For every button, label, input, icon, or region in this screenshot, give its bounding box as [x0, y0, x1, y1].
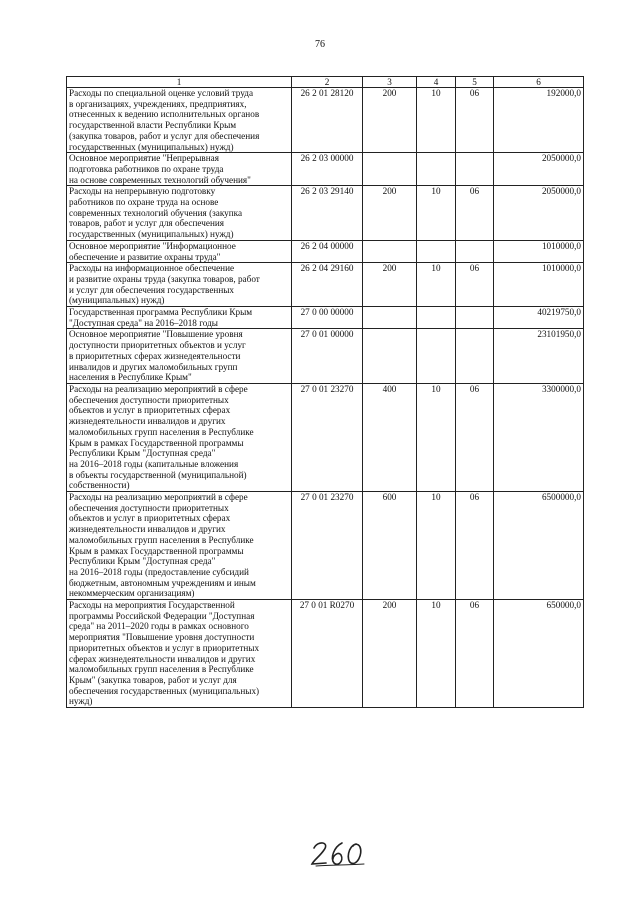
row-col4: 10 — [417, 492, 456, 600]
table-row — [67, 153, 584, 186]
row-col3: 600 — [363, 492, 417, 600]
row-col3 — [363, 153, 417, 186]
row-code: 27 0 01 23270 — [292, 383, 363, 491]
row-col3: 200 — [363, 186, 417, 241]
row-amount: 3300000,0 — [494, 383, 584, 491]
column-header-4: 4 — [417, 77, 456, 88]
row-col3 — [363, 307, 417, 329]
row-col4 — [417, 307, 456, 329]
row-col3 — [363, 240, 417, 262]
row-code: 26 2 04 00000 — [292, 240, 363, 262]
table-row — [67, 240, 584, 262]
table-row — [67, 329, 584, 384]
row-code: 26 2 03 00000 — [292, 153, 363, 186]
row-col3: 200 — [363, 88, 417, 153]
budget-table — [66, 76, 584, 708]
table-row — [67, 88, 584, 153]
row-code: 27 0 01 R0270 — [292, 600, 363, 708]
row-amount: 650000,0 — [494, 600, 584, 708]
row-amount: 1010000,0 — [494, 263, 584, 307]
table-row — [67, 383, 584, 491]
column-header-5: 5 — [456, 77, 494, 88]
row-amount: 23101950,0 — [494, 329, 584, 384]
row-col4 — [417, 329, 456, 384]
row-code: 27 0 01 00000 — [292, 329, 363, 384]
row-amount: 6500000,0 — [494, 492, 584, 600]
row-name: Основное мероприятие "Информационное обеспечение и развитие охраны труда" — [67, 240, 292, 262]
column-header-1: 1 — [67, 77, 292, 88]
row-name: Государственная программа Республики Крым "Доступная среда" на 2016–2018 годы — [67, 307, 292, 329]
table-row — [67, 307, 584, 329]
table-row — [67, 600, 584, 708]
row-col5 — [456, 153, 494, 186]
row-col5 — [456, 240, 494, 262]
row-name: Расходы на реализацию мероприятий в сфере обеспечения доступности приоритетных объектов и услуг в приоритетных сферах жизнедеятельности инвалидов и других маломобильных групп населения в Республике Крым в рамках Государственной программы Республики Крым "Доступная среда" на 2016–2018 годы (предоставление субсидий бюджетным, автономным учреждениям и иным некоммерческим организациям) — [67, 492, 292, 600]
row-col5: 06 — [456, 492, 494, 600]
header-row — [67, 77, 584, 88]
row-amount: 192000,0 — [494, 88, 584, 153]
row-col4: 10 — [417, 263, 456, 307]
row-code: 27 0 01 23270 — [292, 492, 363, 600]
row-amount: 1010000,0 — [494, 240, 584, 262]
table-row — [67, 263, 584, 307]
row-col4: 10 — [417, 600, 456, 708]
row-col3: 400 — [363, 383, 417, 491]
row-col5 — [456, 329, 494, 384]
row-name: Расходы на мероприятия Государственной программы Российской Федерации "Доступная среда" на 2011–2020 годы в рамках основного мероприятия "Повышение уровня доступности приоритетных объектов и услуг в приоритетных сферах жизнедеятельности инвалидов и других маломобильных групп населения в Республике Крым" (закупка товаров, работ и услуг для обеспечения государственных (муниципальных) нужд) — [67, 600, 292, 708]
column-header-2: 2 — [292, 77, 363, 88]
row-name: Основное мероприятие "Непрерывная подготовка работников по охране труда на основе современных технологий обучения" — [67, 153, 292, 186]
handwritten-page-number — [308, 838, 368, 868]
row-col4: 10 — [417, 88, 456, 153]
row-col4 — [417, 153, 456, 186]
row-name: Основное мероприятие "Повышение уровня доступности приоритетных объектов и услуг в приоритетных сферах жизнедеятельности инвалидов и других маломобильных групп населения в Республике Крым" — [67, 329, 292, 384]
row-col5: 06 — [456, 600, 494, 708]
page-number: 76 — [315, 39, 325, 50]
row-amount: 40219750,0 — [494, 307, 584, 329]
row-col5: 06 — [456, 186, 494, 241]
row-col5: 06 — [456, 263, 494, 307]
table-row — [67, 492, 584, 600]
row-name: Расходы на реализацию мероприятий в сфере обеспечения доступности приоритетных объектов и услуг в приоритетных сферах жизнедеятельности инвалидов и других маломобильных групп населения в Республике Крым в рамках Государственной программы Республики Крым "Доступная среда" на 2016–2018 годы (капитальные вложения в объекты государственной (муниципальной) собственности) — [67, 383, 292, 491]
row-amount: 2050000,0 — [494, 186, 584, 241]
row-code: 27 0 00 00000 — [292, 307, 363, 329]
row-col5: 06 — [456, 383, 494, 491]
row-col5 — [456, 307, 494, 329]
row-code: 26 2 01 28120 — [292, 88, 363, 153]
row-amount: 2050000,0 — [494, 153, 584, 186]
row-col4: 10 — [417, 186, 456, 241]
row-name: Расходы на непрерывную подготовку работников по охране труда на основе современных технологий обучения (закупка товаров, работ и услуг для обеспечения государственных (муниципальных) нужд) — [67, 186, 292, 241]
table-row — [67, 186, 584, 241]
row-col3: 200 — [363, 600, 417, 708]
column-header-6: 6 — [494, 77, 584, 88]
row-col3: 200 — [363, 263, 417, 307]
row-col5: 06 — [456, 88, 494, 153]
row-name: Расходы по специальной оценке условий труда в организациях, учреждениях, предприятиях, отнесенных к ведению исполнительных органов государственной власти Республики Крым (закупка товаров, работ и услуг для обеспечения государственных (муниципальных) нужд) — [67, 88, 292, 153]
row-col4 — [417, 240, 456, 262]
row-col4: 10 — [417, 383, 456, 491]
row-code: 26 2 03 29140 — [292, 186, 363, 241]
column-header-3: 3 — [363, 77, 417, 88]
row-name: Расходы на информационное обеспечение и развитие охраны труда (закупка товаров, работ и услуг для обеспечения государственных (муниципальных) нужд) — [67, 263, 292, 307]
row-code: 26 2 04 29160 — [292, 263, 363, 307]
row-col3 — [363, 329, 417, 384]
